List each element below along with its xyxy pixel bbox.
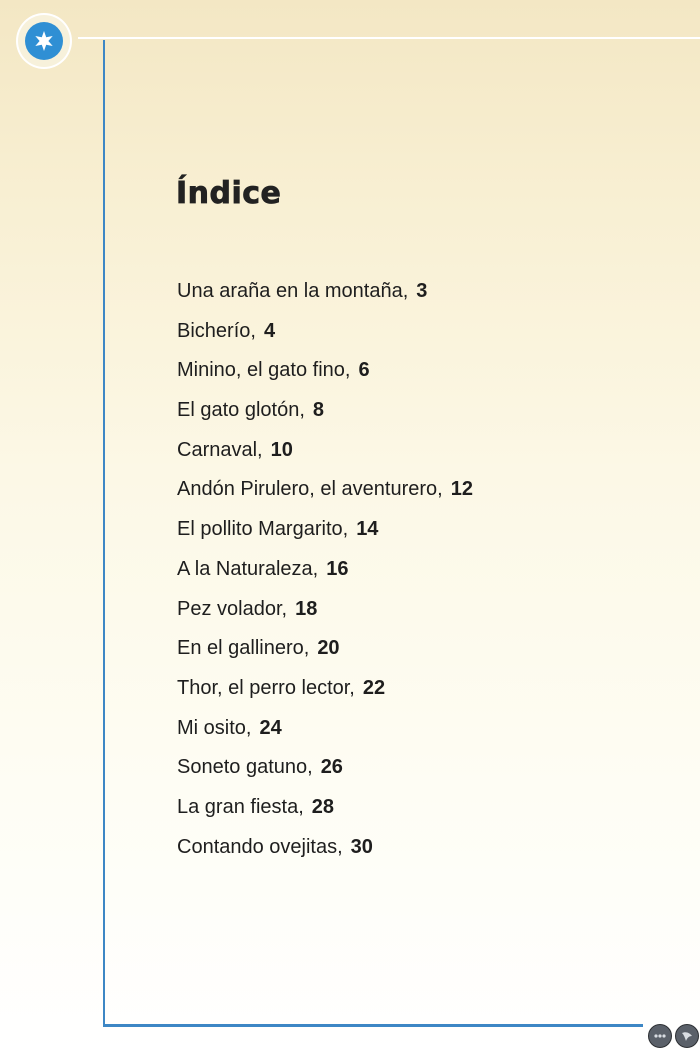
toc-entry[interactable] bbox=[177, 792, 473, 832]
toc-entry-title: Pez volador, bbox=[177, 597, 288, 620]
toc-entry[interactable] bbox=[177, 395, 473, 435]
toc-entry[interactable] bbox=[177, 316, 473, 356]
toc-entry-page: 30 bbox=[350, 835, 373, 858]
toc-entry-page: 16 bbox=[326, 557, 349, 580]
toc-entry-page: 6 bbox=[358, 359, 370, 382]
bottom-frame-line bbox=[103, 1024, 643, 1027]
corner-badge bbox=[18, 15, 70, 67]
toc-entry-page: 22 bbox=[362, 676, 386, 699]
toc-entry-title: Mi osito, bbox=[177, 716, 252, 739]
toc-entry[interactable] bbox=[177, 633, 473, 673]
page-navigation bbox=[648, 1024, 699, 1048]
toc-entry[interactable] bbox=[177, 752, 473, 792]
table-of-contents bbox=[177, 276, 473, 871]
previous-page-icon bbox=[653, 1031, 667, 1041]
toc-entry-page: 26 bbox=[320, 756, 343, 779]
badge-circle bbox=[25, 22, 63, 60]
toc-entry-title: El pollito Margarito, bbox=[177, 518, 349, 541]
next-page-icon bbox=[680, 1030, 694, 1042]
toc-entry-page: 18 bbox=[295, 597, 318, 620]
toc-entry-page: 24 bbox=[259, 716, 282, 739]
toc-entry-page: 20 bbox=[317, 637, 340, 660]
toc-entry-page: 4 bbox=[263, 319, 276, 342]
top-frame-line bbox=[78, 37, 700, 39]
toc-entry-title: Una araña en la montaña, bbox=[177, 280, 409, 302]
toc-entry[interactable] bbox=[177, 554, 473, 594]
star-icon bbox=[33, 30, 55, 52]
toc-entry-title: Andón Pirulero, el aventurero, bbox=[177, 478, 443, 501]
toc-entry-title: Soneto gatuno, bbox=[177, 756, 313, 779]
toc-entry-page: 8 bbox=[312, 399, 324, 422]
toc-entry[interactable] bbox=[177, 713, 473, 753]
toc-entry-title: Carnaval, bbox=[177, 438, 263, 461]
toc-entry[interactable] bbox=[177, 276, 473, 316]
toc-entry-page: 12 bbox=[450, 478, 473, 501]
toc-entry-title: Minino, el gato fino, bbox=[177, 359, 351, 382]
toc-entry-page: 10 bbox=[270, 438, 293, 461]
toc-entry[interactable] bbox=[177, 514, 473, 554]
toc-entry[interactable] bbox=[177, 435, 473, 475]
left-frame-line bbox=[103, 40, 105, 1027]
toc-entry-title: El gato glotón, bbox=[177, 399, 305, 422]
toc-entry-title: A la Naturaleza, bbox=[177, 557, 319, 580]
toc-entry-title: Thor, el perro lector, bbox=[177, 676, 355, 699]
toc-entry[interactable] bbox=[177, 594, 473, 634]
toc-entry-page: 14 bbox=[356, 518, 379, 541]
page-title: Índice bbox=[176, 176, 282, 211]
toc-entry-page: 3 bbox=[416, 280, 428, 302]
toc-entry[interactable] bbox=[177, 474, 473, 514]
toc-entry-page: 28 bbox=[311, 795, 334, 818]
toc-entry-title: La gran fiesta, bbox=[177, 795, 304, 818]
toc-entry-title: Bicherío, bbox=[177, 319, 256, 342]
previous-page-button[interactable] bbox=[648, 1024, 672, 1048]
toc-entry[interactable] bbox=[177, 673, 473, 713]
toc-entry-title: Contando ovejitas, bbox=[177, 835, 343, 858]
toc-entry[interactable] bbox=[177, 832, 473, 872]
toc-entry[interactable] bbox=[177, 355, 473, 395]
toc-entry-title: En el gallinero, bbox=[177, 637, 310, 660]
next-page-button[interactable] bbox=[675, 1024, 699, 1048]
